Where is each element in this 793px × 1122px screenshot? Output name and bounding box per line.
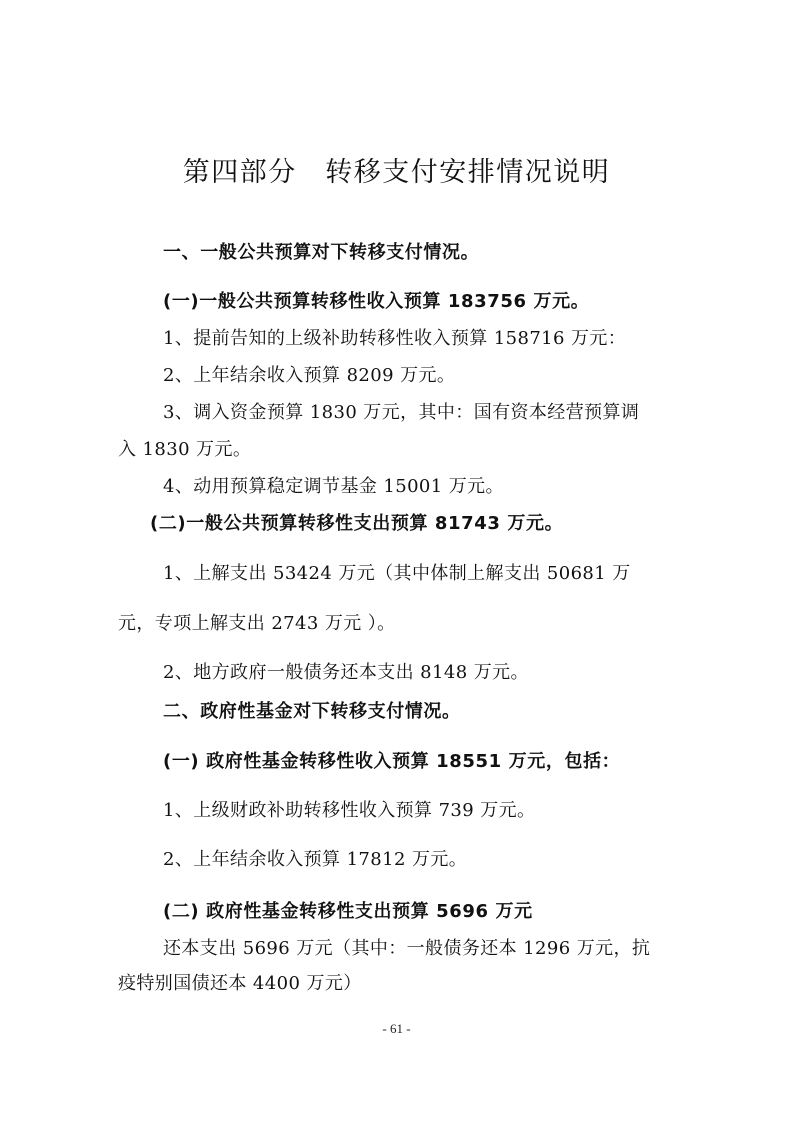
paragraph-line: 疫特别国债还本 4400 万元） — [118, 973, 362, 994]
subsection-heading-2-1: (一) 政府性基金转移性收入预算 18551 万元，包括： — [163, 751, 621, 772]
paragraph-line: 2、上年结余收入预算 8209 万元。 — [163, 365, 456, 386]
paragraph-line: 1、提前告知的上级补助转移性收入预算 158716 万元： — [163, 328, 627, 349]
subsection-heading-2-2: (二) 政府性基金转移性支出预算 5696 万元 — [163, 901, 533, 922]
paragraph-line: 入 1830 万元。 — [118, 439, 252, 460]
subsection-heading-1-1: (一)一般公共预算转移性收入预算 183756 万元。 — [163, 291, 590, 312]
page-number: - 61 - — [382, 1021, 411, 1036]
paragraph-line: 还本支出 5696 万元（其中：一般债务还本 1296 万元，抗 — [163, 938, 651, 959]
subsection-heading-1-2: (二)一般公共预算转移性支出预算 81743 万元。 — [150, 513, 564, 534]
paragraph-line: 2、地方政府一般债务还本支出 8148 万元。 — [163, 662, 529, 683]
section-heading-2: 二、政府性基金对下转移支付情况。 — [163, 701, 461, 722]
paragraph-line: 1、上解支出 53424 万元（其中体制上解支出 50681 万 — [163, 563, 631, 584]
paragraph-line: 1、上级财政补助转移性收入预算 739 万元。 — [163, 800, 536, 821]
paragraph-line: 元，专项上解支出 2743 万元 ）。 — [118, 613, 396, 634]
section-heading-1: 一、一般公共预算对下转移支付情况。 — [163, 242, 480, 263]
page-title: 第四部分 转移支付安排情况说明 — [182, 157, 611, 188]
paragraph-line: 4、动用预算稳定调节基金 15001 万元。 — [163, 476, 504, 497]
paragraph-line: 2、上年结余收入预算 17812 万元。 — [163, 849, 468, 870]
paragraph-line: 3、调入资金预算 1830 万元，其中：国有资本经营预算调 — [163, 402, 640, 423]
